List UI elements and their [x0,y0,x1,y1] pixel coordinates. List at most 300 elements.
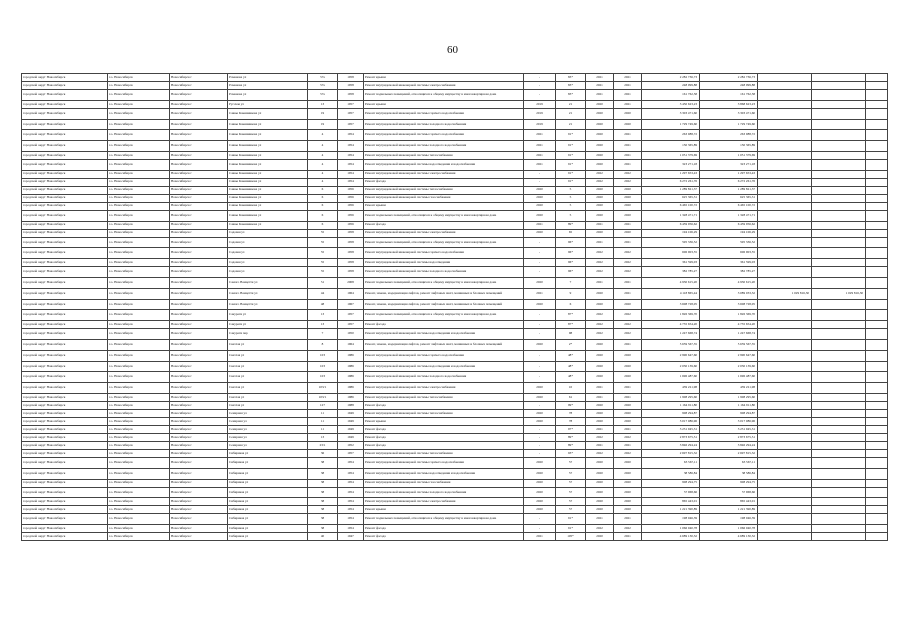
cell-area-total: 5 [556,186,586,194]
cell-blank [866,159,888,170]
cell-y1: 2021 [586,441,614,449]
cell-y1: 2020 [586,229,614,237]
cell-cost-fund: 2 030 139,60 [700,361,758,372]
cell-area-total: 91* [556,178,586,186]
cell-blank [866,259,888,267]
cell-year: 1950 [338,329,364,340]
cell-y2: 2022 [614,525,642,533]
cell-street: Саввы Кожевникова ул [228,186,308,194]
cell-cost: 1 247 668,74 [642,329,700,340]
cell-work: Ремонт фасада [364,433,524,441]
cell-ind: - [524,310,556,321]
cell-district: городской округ Новосибирск [22,409,108,417]
cell-extra1 [758,178,812,186]
cell-extra2 [812,409,866,417]
cell-house: 55 [308,267,338,278]
cell-city: Новосибирск г [170,170,228,178]
cell-cost-fund: 625 365,31 [700,194,758,202]
cell-ind: - [524,90,556,101]
cell-y2: 2020 [614,350,642,361]
table-row [22,141,888,152]
cell-year: 1954 [338,130,364,141]
cell-extra1 [758,479,812,487]
cell-house: 19 [308,119,338,130]
cell-area-total: 48* [556,361,586,372]
cell-cost: 1 729 749,60 [642,119,700,130]
cell-y2: 2020 [614,479,642,487]
cell-district: городской округ Новосибирск [22,108,108,119]
cell-city: Новосибирск г [170,202,228,210]
cell-cost-fund: 6 459 956,62 [700,221,758,229]
cell-blank [866,267,888,278]
cell-extra2 [812,202,866,210]
cell-extra2 [812,259,866,267]
repair-plan-table [21,73,888,541]
cell-cost: 625 365,31 [642,194,700,202]
cell-ind: 2020 [524,339,556,350]
cell-blank [866,372,888,383]
cell-y1: 2020 [586,533,614,541]
table-row [22,498,888,506]
cell-ind: - [524,350,556,361]
cell-y1: 2021 [586,277,614,288]
cell-extra1 [758,329,812,340]
cell-y1: 2020 [586,479,614,487]
cell-cost: 1 289 821,37 [642,186,700,194]
cell-street: Самого Ванцетти ул [228,299,308,310]
cell-blank [866,119,888,130]
cell-extra2 [812,237,866,248]
cell-extra2 [812,393,866,401]
cell-blank [866,498,888,506]
cell-house: 48 [308,299,338,310]
cell-blank [866,401,888,409]
table-row [22,533,888,541]
cell-area: г.о. Новосибирск [108,441,170,449]
cell-cost-fund: 57 968,66 [700,487,758,498]
cell-district: городской округ Новосибирск [22,425,108,433]
cell-extra1 [758,267,812,278]
cell-area: г.о. Новосибирск [108,339,170,350]
cell-cost-fund: 1 164 911,80 [700,401,758,409]
cell-year: 1954 [338,457,364,468]
cell-work: Ремонт, замена, модернизация лифтов, ремонт лифтовых шахт, машинных и блочных помещений [364,288,524,299]
cell-district: городской округ Новосибирск [22,479,108,487]
cell-blank [866,248,888,259]
cell-city: Новосибирск г [170,159,228,170]
cell-cost-fund: 263 988,72 [700,130,758,141]
cell-cost-fund: 606 903,55 [700,248,758,259]
cell-y1: 2020 [586,210,614,221]
cell-year: 1958 [338,237,364,248]
cell-extra1 [758,401,812,409]
cell-year: 1956 [338,186,364,194]
cell-y2: 2022 [614,248,642,259]
cell-work: Ремонт внутридомовой инженерной системы холодного водоснабжения [364,119,524,130]
cell-house: 103 [308,372,338,383]
cell-y2: 2020 [614,409,642,417]
cell-y2: 2021 [614,82,642,90]
cell-cost: 1 066 040,78 [642,525,700,533]
cell-house: 13 [308,433,338,441]
cell-house: 23/1 [308,441,338,449]
cell-street: Романова ул [228,90,308,101]
cell-work: Ремонт внутридомовой инженерной системы теплоснабжения [364,393,524,401]
cell-area: г.о. Новосибирск [108,248,170,259]
cell-area: г.о. Новосибирск [108,237,170,248]
cell-cost: 595 336,52 [642,237,700,248]
table-row [22,393,888,401]
cell-y1: 2022 [586,321,614,329]
cell-cost-fund: 3 231 945,31 [700,425,758,433]
cell-extra2 [812,178,866,186]
table-row [22,487,888,498]
cell-work: Ремонт подвальных помещений, относящихся к общему имуществу в многоквартирном доме [364,514,524,525]
cell-area-total: 57 [556,479,586,487]
cell-street: Саввы Кожевникова ул [228,202,308,210]
cell-work: Ремонт внутридомовой инженерной системы водоотведения и водоснабжения [364,159,524,170]
cell-street: Сибиряков ул [228,506,308,514]
cell-house: 38 [308,487,338,498]
cell-city: Новосибирск г [170,487,228,498]
cell-area: г.о. Новосибирск [108,449,170,457]
cell-city: Новосибирск г [170,449,228,457]
cell-y2: 2022 [614,310,642,321]
cell-district: городской округ Новосибирск [22,82,108,90]
cell-cost: 1 221 390,89 [642,506,700,514]
cell-cost-fund: 198 046,39 [700,514,758,525]
cell-year: 1954 [338,479,364,487]
cell-extra1 [758,194,812,202]
cell-district: городской округ Новосибирск [22,533,108,541]
cell-ind: - [524,178,556,186]
cell-work: Ремонт внутридомовой инженерной системы водоотведения и водоснабжения [364,468,524,479]
table-row [22,178,888,186]
cell-area-total: 5 [556,210,586,221]
cell-blank [866,514,888,525]
cell-street: Саввы Кожевникова ул [228,159,308,170]
cell-district: городской округ Новосибирск [22,259,108,267]
cell-cost: 1 908 295,60 [642,393,700,401]
cell-street: Садовая ул [228,248,308,259]
cell-y2: 2021 [614,533,642,541]
cell-cost: 1 696 487,60 [642,372,700,383]
cell-city: Новосибирск г [170,259,228,267]
cell-y2: 2020 [614,194,642,202]
cell-extra2 [812,383,866,394]
cell-city: Новосибирск г [170,119,228,130]
cell-work: Ремонт внутридомовой инженерной системы электроснабжения [364,229,524,237]
cell-y2: 2020 [614,506,642,514]
cell-extra1 [758,361,812,372]
cell-year: 2008 [338,277,364,288]
cell-city: Новосибирск г [170,372,228,383]
cell-cost: 6 459 956,62 [642,221,700,229]
cell-district: городской округ Новосибирск [22,441,108,449]
cell-extra2 [812,170,866,178]
cell-blank [866,525,888,533]
cell-cost-fund: 4 735 654,20 [700,321,758,329]
cell-year: 1964 [338,339,364,350]
cell-y1: 2020 [586,350,614,361]
cell-y1: 2021 [586,82,614,90]
cell-house: 38 [308,525,338,533]
cell-y1: 2020 [586,194,614,202]
cell-cost-fund: 595 336,52 [700,237,758,248]
cell-cost-fund: 6 465 100,72 [700,202,758,210]
cell-extra2 [812,141,866,152]
cell-y1: 2020 [586,401,614,409]
cell-y1: 2021 [586,383,614,394]
cell-house: 8 [308,339,338,350]
cell-blank [866,441,888,449]
cell-y2: 2020 [614,417,642,425]
cell-blank [866,383,888,394]
cell-city: Новосибирск г [170,108,228,119]
cell-cost: 4 689 130,32 [642,533,700,541]
cell-house: 38 [308,514,338,525]
cell-house: 6 [308,202,338,210]
table-row [22,310,888,321]
cell-street: Сибиряков ул [228,498,308,506]
cell-extra2 [812,401,866,409]
cell-work: Ремонт подвальных помещений, относящихся к общему имуществу в многоквартирном доме [364,277,524,288]
cell-blank [866,350,888,361]
cell-y1: 2020 [586,468,614,479]
cell-area-total: 65 [556,229,586,237]
cell-ind: 2020 [524,498,556,506]
cell-cost-fund: 161 762,58 [700,90,758,101]
cell-city: Новосибирск г [170,506,228,514]
table-row [22,108,888,119]
cell-area: г.о. Новосибирск [108,498,170,506]
cell-house: 6 [308,221,338,229]
cell-blank [866,100,888,108]
cell-y2: 2020 [614,372,642,383]
cell-work: Ремонт, замена, модернизация лифтов, ремонт лифтовых шахт, машинных и блочных помещений [364,299,524,310]
cell-y1: 2020 [586,130,614,141]
cell-year: 1958 [338,229,364,237]
cell-extra2 [812,514,866,525]
cell-extra2 [812,533,866,541]
cell-blank [866,425,888,433]
cell-y2: 2022 [614,267,642,278]
cell-district: городской округ Новосибирск [22,417,108,425]
cell-ind: - [524,449,556,457]
cell-area: г.о. Новосибирск [108,130,170,141]
cell-street: Саввы Кожевникова ул [228,151,308,159]
cell-cost-fund: 2 282 736,73 [700,74,758,82]
cell-street: Саввы Кожевникова ул [228,170,308,178]
cell-year: 1986 [338,393,364,401]
cell-blank [866,82,888,90]
cell-area-total: 21 [556,108,586,119]
table-row [22,449,888,457]
cell-street: Светлая ул [228,339,308,350]
cell-cost-fund: 865 443,01 [700,498,758,506]
cell-extra1 [758,409,812,417]
cell-work: Ремонт внутридомовой инженерной системы горячего водоснабжения [364,457,524,468]
cell-city: Новосибирск г [170,425,228,433]
cell-cost: 3 231 945,31 [642,425,700,433]
cell-area: г.о. Новосибирск [108,372,170,383]
table-row [22,170,888,178]
cell-cost: 2 990 647,60 [642,350,700,361]
cell-blank [866,310,888,321]
cell-work: Ремонт внутридомовой инженерной системы теплоснабжения [364,186,524,194]
cell-area-total: 6 [556,299,586,310]
cell-cost-fund: 3 868 623,23 [700,100,758,108]
table-row [22,130,888,141]
cell-area: г.о. Новосибирск [108,151,170,159]
cell-year: 1958 [338,267,364,278]
cell-cost: 194 106,29 [642,229,700,237]
cell-city: Новосибирск г [170,288,228,299]
cell-extra2 [812,350,866,361]
cell-area: г.о. Новосибирск [108,425,170,433]
cell-blank [866,506,888,514]
cell-cost: 6 272 261,76 [642,178,700,186]
cell-work: Ремонт подвальных помещений, относящихся к общему имуществу в многоквартирном доме [364,237,524,248]
cell-blank [866,151,888,159]
cell-cost-fund: 2 873 675,51 [700,433,758,441]
cell-ind: - [524,372,556,383]
cell-cost-fund: 38 586,84 [700,468,758,479]
cell-extra1 [758,237,812,248]
cell-street: Светлая ул [228,393,308,401]
cell-city: Новосибирск г [170,329,228,340]
cell-cost: 1 051 379,69 [642,151,700,159]
cell-year: 1952 [338,441,364,449]
cell-y2: 2020 [614,361,642,372]
cell-year: 1949 [338,409,364,417]
cell-area-total: 2* [556,339,586,350]
cell-cost: 3 303 471,60 [642,108,700,119]
cell-extra1 [758,372,812,383]
cell-cost-fund: 3 608 728,05 [700,299,758,310]
cell-y2: 2022 [614,170,642,178]
cell-district: городской округ Новосибирск [22,449,108,457]
cell-year: 1964 [338,288,364,299]
cell-extra1 [758,259,812,267]
cell-area: г.о. Новосибирск [108,383,170,394]
cell-y1: 2022 [586,433,614,441]
cell-city: Новосибирск г [170,229,228,237]
cell-area-total: 48* [556,372,586,383]
cell-area-total: 5 [556,194,586,202]
cell-y2: 2021 [614,74,642,82]
cell-extra2 [812,229,866,237]
cell-y2: 2021 [614,159,642,170]
cell-ind: 2020 [524,468,556,479]
cell-district: городской округ Новосибирск [22,498,108,506]
cell-extra2 [812,267,866,278]
cell-area-total: 57 [556,487,586,498]
table-row [22,299,888,310]
table-row [22,119,888,130]
cell-work: Ремонт внутридомовой инженерной системы водоотведения и водоснабжения [364,329,524,340]
cell-extra2 [812,468,866,479]
cell-area: г.о. Новосибирск [108,210,170,221]
cell-area-total: 10 [556,383,586,394]
cell-extra2 [812,310,866,321]
cell-y2: 2020 [614,202,642,210]
cell-y2: 2020 [614,186,642,194]
table-row [22,267,888,278]
cell-area: г.о. Новосибирск [108,361,170,372]
cell-cost: 3 017 086,96 [642,417,700,425]
cell-house: 4 [308,159,338,170]
cell-year: 1986 [338,361,364,372]
cell-area-total: 83* [556,82,586,90]
cell-ind: 2020 [524,487,556,498]
cell-city: Новосибирск г [170,141,228,152]
cell-area-total: 87* [556,321,586,329]
cell-street: Романова ул [228,82,308,90]
cell-y2: 2021 [614,339,642,350]
cell-city: Новосибирск г [170,383,228,394]
cell-house: 4 [308,170,338,178]
cell-year: 1988 [338,401,364,409]
cell-y1: 2020 [586,202,614,210]
cell-work: Ремонт фасада [364,178,524,186]
cell-area: г.о. Новосибирск [108,506,170,514]
cell-city: Новосибирск г [170,267,228,278]
cell-city: Новосибирск г [170,479,228,487]
cell-blank [866,457,888,468]
cell-extra1 [758,90,812,101]
cell-extra1 [758,514,812,525]
cell-cost-fund: 1 826 369,70 [700,310,758,321]
cell-house: 57а [308,82,338,90]
cell-y1: 2020 [586,299,614,310]
cell-blank [866,210,888,221]
cell-work: Ремонт крыши [364,74,524,82]
cell-blank [866,321,888,329]
cell-extra1 [758,210,812,221]
table-row [22,361,888,372]
cell-blank [866,221,888,229]
cell-blank [866,229,888,237]
cell-house: 55 [308,229,338,237]
cell-extra1 [758,383,812,394]
cell-house: 13 [308,321,338,329]
cell-street: Семерная ул [228,417,308,425]
cell-y2: 2022 [614,433,642,441]
cell-y1: 2020 [586,457,614,468]
cell-city: Новосибирск г [170,186,228,194]
cell-cost: 2 697 815,32 [642,449,700,457]
cell-area: г.о. Новосибирск [108,186,170,194]
cell-house: 44 [308,288,338,299]
cell-cost: 4 735 654,20 [642,321,700,329]
table-row [22,277,888,288]
cell-district: городской округ Новосибирск [22,468,108,479]
cell-cost-fund: 3 017 086,96 [700,417,758,425]
cell-extra1 [758,100,812,108]
cell-street: Светлая ул [228,383,308,394]
cell-work: Ремонт внутридомовой инженерной системы горячего водоснабжения [364,108,524,119]
cell-y1: 2020 [586,108,614,119]
cell-extra2 [812,433,866,441]
cell-work: Ремонт фасада [364,441,524,449]
cell-district: городской округ Новосибирск [22,194,108,202]
cell-y1: 2021 [586,90,614,101]
cell-extra1: 1 029 816,30 [758,288,812,299]
cell-year: 1949 [338,417,364,425]
cell-extra1 [758,170,812,178]
cell-area: г.о. Новосибирск [108,159,170,170]
